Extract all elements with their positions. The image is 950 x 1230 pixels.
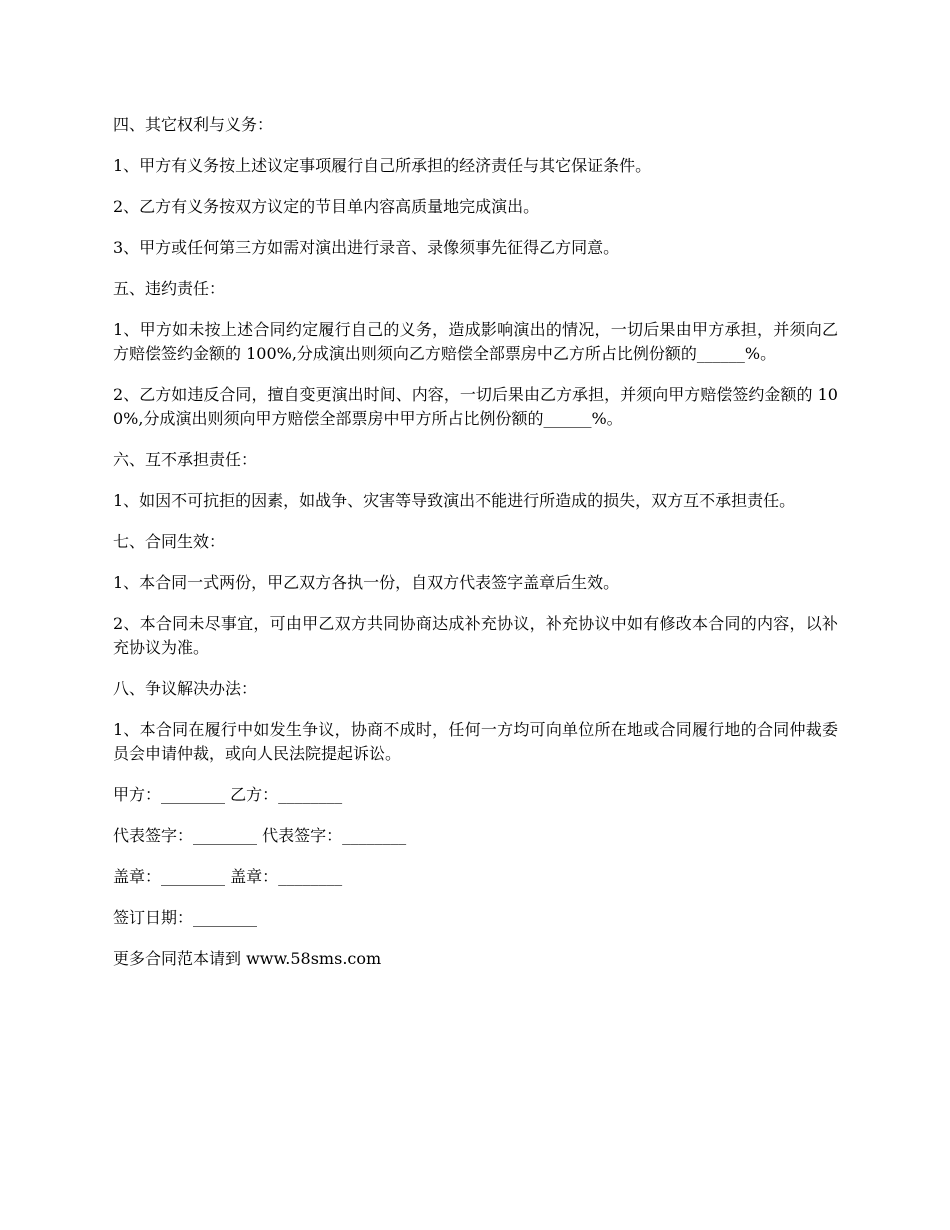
section-heading-other-rights: 四、其它权利与义务： [113,115,274,134]
clause-5-2: 2、乙方如违反合同，擅自变更演出时间、内容，一切后果由乙方承担，并须向甲方赔偿签约金额的 100%,分成演出则须向甲方赔偿全部票房中甲方所占比例份额的______%。 [113,385,838,428]
section-heading-dispute: 八、争议解决办法： [113,679,258,698]
clause-7-2: 2、本合同未尽事宜，可由甲乙双方共同协商达成补充协议，补充协议中如有修改本合同的内容，以补充协议为准。 [113,614,838,657]
clause-8-1: 1、本合同在履行中如发生争议，协商不成时，任何一方均可向单位所在地或合同履行地的合同仲裁委员会申请仲裁，或向人民法院提起诉讼。 [113,720,838,763]
signature-seals: 盖章：________ 盖章：________ [113,867,343,886]
section-heading-no-liability: 六、互不承担责任： [113,450,258,469]
clause-6-1: 1、如因不可抗拒的因素，如战争、灾害等导致演出不能进行所造成的损失，双方互不承担责任。 [113,491,796,510]
signature-parties: 甲方：________ 乙方：________ [113,785,343,804]
clause-4-2: 2、乙方有义务按双方议定的节目单内容高质量地完成演出。 [113,197,540,216]
footer-website-note: 更多合同范本请到 www.58sms.com [113,949,382,968]
signing-date: 签订日期：________ [113,908,258,927]
section-heading-liability: 五、违约责任： [113,279,226,298]
clause-4-3: 3、甲方或任何第三方如需对演出进行录音、录像须事先征得乙方同意。 [113,238,620,257]
clause-4-1: 1、甲方有义务按上述议定事项履行自己所承担的经济责任与其它保证条件。 [113,156,652,175]
section-heading-effect: 七、合同生效： [113,532,226,551]
clause-5-1: 1、甲方如未按上述合同约定履行自己的义务，造成影响演出的情况，一切后果由甲方承担，并须向乙方赔偿签约金额的 100%,分成演出则须向乙方赔偿全部票房中乙方所占比例份额的______%。 [113,320,838,363]
signature-representatives: 代表签字：________ 代表签字：________ [113,826,407,845]
document-body [113,113,838,988]
clause-7-1: 1、本合同一式两份，甲乙双方各执一份，自双方代表签字盖章后生效。 [113,573,620,592]
